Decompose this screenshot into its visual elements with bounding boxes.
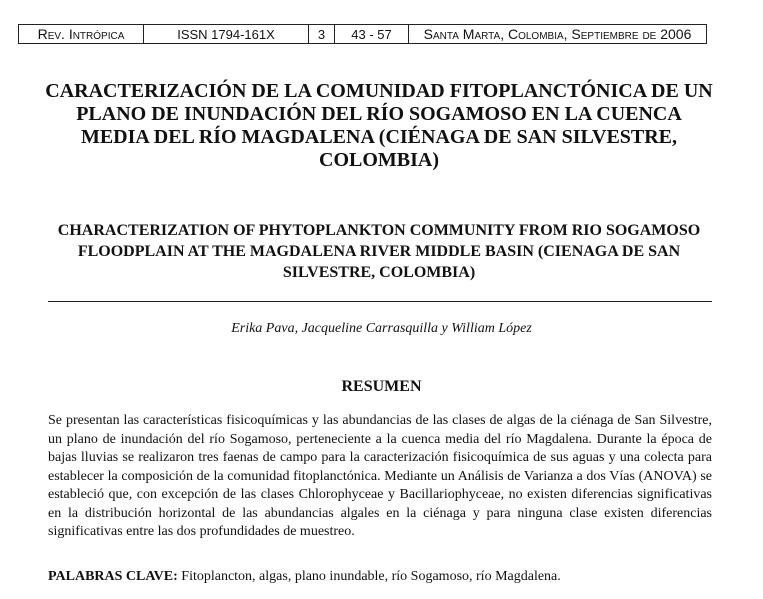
keywords	[48, 568, 712, 586]
place-date: Santa Marta, Colombia, Septiembre de 2006	[423, 26, 692, 42]
keywords-label: PALABRAS CLAVE:	[48, 569, 178, 584]
volume: 3	[309, 25, 335, 43]
abstract-heading: RESUMEN	[341, 378, 422, 395]
journal-name: Rev. Intrópica	[19, 25, 144, 43]
page-range: 43 - 57	[335, 25, 409, 43]
authors: Erika Pava, Jacqueline Carrasquilla y William López	[231, 321, 532, 336]
abstract-text: Se presentan las características fisicoquímicas y las abundancias de las clases de algas de la ciénaga de San Silvestre, un plano de inundación del río Sogamoso, perteneciente a la cuenca media del río Magdalena. Durante la época de bajas lluvias se realizaron tres faenas de campo para la caracterización fisicoquímica de sus aguas y una colecta para establecer la composición de la comunidad fitoplanctónica. Mediante un Análisis de Varianza a dos Vías (ANOVA) se estableció que, con excepción de las clases Chlorophyceae y Bacillariophyceae, no existen diferencias significativas en la distribución horizontal de las abundancias algales en la ciénaga y para ninguna clase existen diferencias significativas entre las dos profundidades de muestreo.	[48, 413, 712, 539]
keywords-text: Fitoplancton, algas, plano inundable, río Sogamoso, río Magdalena.	[181, 569, 561, 584]
journal-header-table	[18, 24, 707, 44]
divider	[48, 301, 712, 302]
title-spanish: CARACTERIZACIÓN DE LA COMUNIDAD FITOPLANCTÓNICA DE UN PLANO DE INUNDACIÓN DEL RÍO SOGAMOSO EN LA CUENCA MEDIA DEL RÍO MAGDALENA (CIÉNAGA DE SAN SILVESTRE, COLOMBIA)	[45, 80, 713, 171]
title-english: CHARACTERIZATION OF PHYTOPLANKTON COMMUNITY FROM RIO SOGAMOSO FLOODPLAIN AT THE MAGDALENA RIVER MIDDLE BASIN (CIENAGA DE SAN SILVESTRE, COLOMBIA)	[57, 222, 701, 281]
issn: ISSN 1794-161X	[144, 25, 309, 43]
